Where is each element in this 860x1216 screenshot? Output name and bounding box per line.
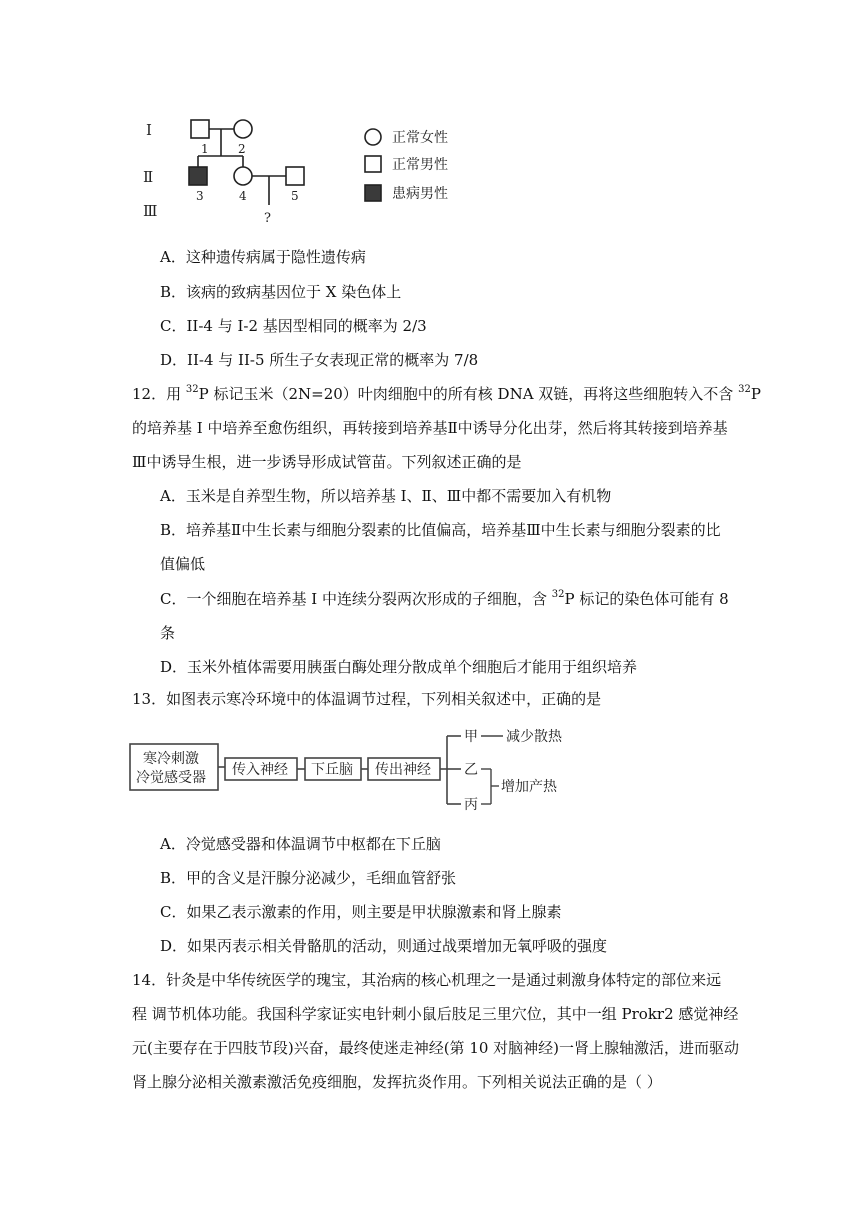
individual-3-number: 3	[196, 189, 204, 203]
q13-option-d: D．如果丙表示相关骨骼肌的活动，则通过战栗增加无氧呼吸的强度	[160, 937, 608, 955]
female-2-symbol	[234, 120, 252, 138]
effector-jia-label: 甲	[464, 729, 478, 745]
effector-bing-label: 丙	[464, 797, 478, 813]
efferent-nerve-label: 传出神经	[375, 762, 431, 778]
q12-option-b-line-1: B．培养基Ⅱ中生长素与细胞分裂素的比值偏高，培养基Ⅲ中生长素与细胞分裂素的比	[160, 521, 721, 539]
q14-stem-line-3: 元(主要存在于四肢节段)兴奋，最终使迷走神经(第 10 对脑神经)一肾上腺轴激活，进而驱动	[132, 1039, 740, 1057]
receptor-label: 冷觉感受器	[136, 770, 206, 786]
q12-option-c-line-2: 条	[160, 624, 176, 642]
generation-label-2: Ⅱ	[143, 168, 154, 186]
q12-stem-line-3: Ⅲ中诱导生根，进一步诱导形成试管苗。下列叙述正确的是	[132, 453, 522, 471]
q12-stem-line-1	[132, 384, 761, 404]
individual-5-number: 5	[291, 189, 299, 203]
legend-affected-label: 患病男性	[392, 186, 448, 202]
q13-option-c: C．如果乙表示激素的作用，则主要是甲状腺激素和肾上腺素	[160, 903, 562, 921]
afferent-nerve-label: 传入神经	[232, 762, 288, 778]
individual-2-number: 2	[238, 142, 246, 156]
q12-option-d: D．玉米外植体需要用胰蛋白酶处理分散成单个细胞后才能用于组织培养	[160, 658, 638, 676]
q13-option-a: A．冷觉感受器和体温调节中枢都在下丘脑	[160, 835, 441, 853]
q12-stem-line-2: 的培养基 I 中培养至愈伤组织，再转接到培养基Ⅱ中诱导分化出芽，然后将其转接到培养基	[132, 419, 728, 437]
q11-option-b: B．该病的致病基因位于 X 染色体上	[160, 283, 402, 301]
q12-stem-text-b: P 标记玉米（2N=20）叶肉细胞中的所有核 DNA 双链，再将这些细胞转入不含	[198, 385, 739, 403]
legend-male-label: 正常男性	[392, 157, 448, 173]
q12-option-a: A．玉米是自养型生物，所以培养基 I、Ⅱ、Ⅲ中都不需要加入有机物	[160, 487, 612, 505]
female-4-symbol	[234, 167, 252, 185]
q11-option-d: D．II-4 与 II-5 所生子女表现正常的概率为 7/8	[160, 351, 479, 369]
individual-1-number: 1	[201, 142, 209, 156]
q12-stem-text-a: 12．用	[132, 385, 186, 403]
q14-stem-line-4: 肾上腺分泌相关激素激活免疫细胞，发挥抗炎作用。下列相关说法正确的是（ ）	[132, 1073, 662, 1091]
q12-option-c-text-a: C．一个细胞在培养基 I 中连续分裂两次形成的子细胞，含	[160, 590, 552, 608]
individual-4-number: 4	[239, 189, 247, 203]
q11-option-c: C．II-4 与 I-2 基因型相同的概率为 2/3	[160, 317, 427, 335]
effector-yi-label: 乙	[464, 762, 478, 778]
thermoregulation-diagram	[125, 720, 585, 820]
q12-option-b-line-2: 值偏低	[160, 555, 206, 573]
q12-option-c-superscript: 32	[551, 589, 565, 600]
hypothalamus-label: 下丘脑	[311, 762, 353, 778]
stimulus-label: 寒冷刺激	[143, 751, 199, 767]
legend-male-icon	[365, 156, 381, 172]
q12-stem-text-c: P	[750, 385, 761, 403]
generation-label-1: I	[146, 121, 152, 139]
legend-female-label: 正常女性	[392, 130, 448, 146]
pedigree-chart	[130, 110, 470, 230]
q12-option-c-line-1	[160, 589, 729, 609]
reduce-heat-loss-label: 减少散热	[506, 729, 562, 745]
q11-option-a: A．这种遗传病属于隐性遗传病	[160, 248, 366, 266]
q12-superscript-a: 32	[185, 384, 199, 395]
legend-female-icon	[365, 129, 381, 145]
legend-affected-icon	[365, 185, 381, 201]
q12-superscript-b: 32	[738, 384, 751, 395]
q13-option-b: B．甲的含义是汗腺分泌减少，毛细血管舒张	[160, 869, 457, 887]
unknown-offspring-mark: ?	[264, 211, 271, 226]
increase-heat-production-label: 增加产热	[501, 779, 557, 795]
q14-stem-line-1: 14．针灸是中华传统医学的瑰宝，其治病的核心机理之一是通过刺激身体特定的部位来远	[132, 971, 722, 989]
male-5-symbol	[286, 167, 304, 185]
affected-male-3-symbol	[189, 167, 207, 185]
q12-option-c-text-b: P 标记的染色体可能有 8	[564, 590, 729, 608]
male-1-symbol	[191, 120, 209, 138]
q14-stem-line-2: 程 调节机体功能。我国科学家证实电针刺小鼠后肢足三里穴位，其中一组 Prokr2 感觉神经	[132, 1005, 739, 1023]
generation-label-3: Ⅲ	[143, 202, 158, 220]
q13-stem: 13．如图表示寒冷环境中的体温调节过程，下列相关叙述中，正确的是	[132, 690, 602, 708]
